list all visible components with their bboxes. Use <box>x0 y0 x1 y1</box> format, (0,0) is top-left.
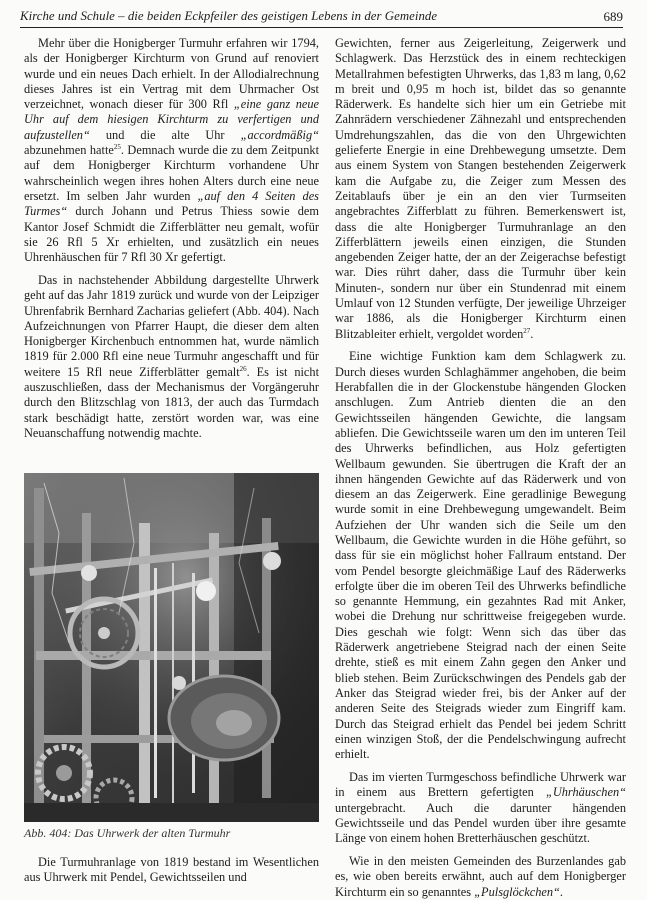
right-paragraph-3: Das im vierten Turmgeschoss befindliche Uhrwerk war in einem aus Brettern gefertigten „Uhrhäuschen“ untergebracht. Auch die darunter hängenden Gewichtsseile und das Pendel wurden über ihre gesamte Länge von einem hohen Bretterhäuschen geschützt. <box>335 769 626 846</box>
right-paragraph-4: Wie in den meisten Gemeinden des Burzenlandes gab es, wie oben bereits erwähnt, auch auf dem Honigberger Kirchturm ein so genanntes „Pulsglöckchen“. <box>335 853 626 899</box>
running-header <box>20 8 623 28</box>
clockwork-photo-illustration <box>24 473 319 822</box>
running-title: Kirche und Schule – die beiden Eckpfeiler des geistigen Lebens in der Gemeinde <box>20 9 438 23</box>
page-number: 689 <box>603 9 623 24</box>
footnote-ref: 25 <box>113 142 121 151</box>
figure-caption: Abb. 404: Das Uhrwerk der alten Turmuhr <box>24 826 231 840</box>
left-column-continuation <box>24 855 319 886</box>
left-paragraph-3: Die Turmuhranlage von 1819 bestand im Wesentlichen aus Uhrwerk mit Pendel, Gewichtsseilen und <box>24 855 319 885</box>
right-paragraph-1: Gewichten, ferner aus Zeigerleitung, Zeigerwerk und Schlagwerk. Das Herzstück des in einem rechteckigen Metallrahmen befestigten Uhrwerks, das 1,83 m lang, 0,62 m breit und 0,95 m hoch ist, bildet das so genannte Räderwerk. Es handelte sich hier um ein Getriebe mit Zahnrädern verschiedener Zähnezahl und entsprechenden Umdrehungszahlen, das die von den Uhrgewichten gelieferte Energie in eine Drehbewegung umsetzte. Dem aus einem System von Stangen bestehenden Zeigerwerk kam die Aufgabe zu, die Zeiger zum Messen des Zeitablaufs über je ein an den vier Turmseiten angebrachtes Zifferblatt zu führen. Bemerkenswert ist, dass die alte Honigberger Turmuhranlage an den Zifferblättern jeweils einen einzigen, die Stunden angebenden Zeiger hatte, der an der Zeigerachse befestigt war. Dies rührt daher, dass die Turmuhr über kein Minuten-, sondern nur über ein Stundenrad mit einem Umlauf von 12 Stunden verfügte, Der jeweilige Uhrzeiger war 1886, als die Honigberger Kirchturm einen Blitzableiter erhielt, vergoldet worden$^{27}$. <box>335 36 626 341</box>
left-column <box>24 36 319 449</box>
right-paragraph-2: Eine wichtige Funktion kam dem Schlagwerk zu. Durch dieses wurden Schlaghämmer angehoben, die beim Herabfallen die in der Glockenstube hängenden Glocken anschlugen. Zum Antrieb dienten die an den Gewichtsseilen hängenden Gewichte, die langsam abliefen. Die Gewichtsseile waren um den im unteren Teil des Uhrwerks befindlichen, aus Holz gefertigten Wellbaum gewunden. Sie übertrugen die Kraft der an ihnen hängenden Gewichte auf das Räderwerk und von diesem an das Zeigerwerk. Eine geradlinige Bewegung wurde somit in eine Drehbewegung umgewandelt. Beim Aufziehen der Uhr wanden sich die Seile um den Wellbaum, die Gewichte wurden in die Höhe geführt, so dass für sie ein möglichst hoher Fallraum entstand. Der vom Pendel besorgte gleichmäßige Lauf des Räderwerks erfolgte über die im oberen Teil des Uhrwerks befindliche so genannte Hemmung, ein gezahntes Rad mit Anker, wobei die Drehung nur schrittweise freigegeben wurde. Dies geschah wie folgt: Wenn sich das über das Räderwerk angetriebene Steigrad nach der einen Seite drehte, stieß es mit einem Zahn gegen den Anker und blieb stehen. Beim Zurückschwingen des Pendels gab der Anker das Steigrad wieder frei, bis der Anker auf der anderen Seite des Steigrads wieder zum Eingriff kam. Durch das Steigrad erhielt das Pendel bei jedem Schritt einen winzigen Stoß, der die Pendelschwingung aufrecht erhielt. <box>335 349 626 762</box>
footnote-ref: 26 <box>239 364 247 373</box>
footnote-ref: 27 <box>523 326 531 335</box>
left-paragraph-1: Mehr über die Honigberger Turmuhr erfahren wir 1794, als der Honigberger Kirchturm von Grund auf renoviert wurde und ein neues Dach erhielt. In der Allodialrechnung dieses Jahres ist ein Vertrag mit dem Uhrmacher Ost verzeichnet, wonach dieser für 300 Rfl „eine ganz neue Uhr auf dem hiesigen Kirchturm zu verfertigen und aufzustellen“ und die alte Uhr „accordmäßig“ abzunehmen hatte$^{25}$. Demnach wurde die zu dem Zeitpunkt auf dem Honigberger Kirchturm vorhandene Uhr wahrscheinlich wegen ihres hohen Alters durch eine neue ersetzt. Im selben Jahr wurden „auf den 4 Seiten des Turmes“ durch Johann und Petrus Thiess sowie dem Kantor Josef Schmidt die Zifferblätter neu gemalt, wofür sie 26 Rfl 5 Xr erhielten, und zusätzlich ein neues Uhrenhäuschen für 7 Rfl 30 Xr gefertigt. <box>24 36 319 265</box>
right-column <box>335 36 626 900</box>
clockwork-photo <box>24 473 319 822</box>
left-paragraph-2: Das in nachstehender Abbildung dargestellte Uhrwerk geht auf das Jahr 1819 zurück und wurde von der Leipziger Uhrenfabrik Bernhard Zacharias geliefert (Abb. 404). Nach Aufzeichnungen von Pfarrer Haupt, die dieser dem alten Honigberger Kirchenbuch entnommen hat, wurde nämlich 1819 für 2.000 Rfl eine neue Turmuhr angeschafft und für weitere 15 Rfl neue Zifferblätter gemalt$^{26}$. Es ist nicht auszuschließen, dass der Mechanismus der Vorgängeruhr durch den Blitzschlag von 1813, der auch das Turmdach stark beschädigt hatte, zerstört worden war, was eine Neuanschaffung notwendig machte. <box>24 272 319 440</box>
